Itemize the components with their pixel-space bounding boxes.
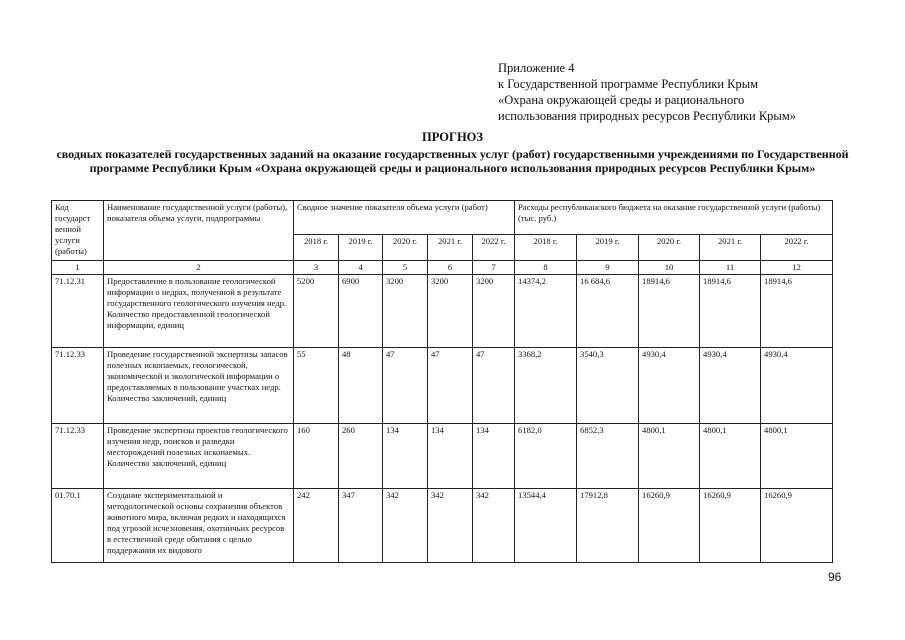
header-year: 2021 г. xyxy=(428,235,473,261)
header-year: 2019 г. xyxy=(339,235,383,261)
row-volume: 134 xyxy=(383,424,428,489)
header-year: 2019 г. xyxy=(577,235,639,261)
row-expense: 13544,4 xyxy=(515,489,577,563)
header-year: 2021 г. xyxy=(700,235,761,261)
table-row xyxy=(52,348,833,424)
row-volume: 134 xyxy=(428,424,473,489)
row-code: 01.70.1 xyxy=(52,489,104,563)
row-expense: 16 684,6 xyxy=(577,275,639,348)
header-year: 2020 г. xyxy=(639,235,700,261)
header-code: Код государст венной услуги (работы) xyxy=(52,201,104,261)
appendix-block xyxy=(498,60,898,124)
row-code: 71.12.31 xyxy=(52,275,104,348)
row-expense: 18914,6 xyxy=(639,275,700,348)
row-expense: 4930,4 xyxy=(639,348,700,424)
column-number: 10 xyxy=(639,261,700,275)
row-expense: 6852,3 xyxy=(577,424,639,489)
row-expense: 4800,1 xyxy=(700,424,761,489)
row-volume: 5200 xyxy=(294,275,339,348)
row-expense: 4930,4 xyxy=(761,348,833,424)
document-subtitle: сводных показателей государственных заданий на оказание государственных услуг (работ) государственными учреждениями по Государственной программе Республики Крым «Охрана окружающей среды и рационального использования природных ресурсов Республики Крым» xyxy=(56,147,849,175)
row-expense: 16260,9 xyxy=(639,489,700,563)
row-expense: 6182,0 xyxy=(515,424,577,489)
column-number: 12 xyxy=(761,261,833,275)
column-number: 3 xyxy=(294,261,339,275)
row-code: 71.12.33 xyxy=(52,424,104,489)
row-volume: 47 xyxy=(383,348,428,424)
column-number: 8 xyxy=(515,261,577,275)
row-name: Предоставление в пользование геологической информации о недрах, полученной в результате государственного геологического изучения недр. Количество предоставленной геологической информации, единиц xyxy=(104,275,294,348)
row-expense: 16260,9 xyxy=(700,489,761,563)
table-row xyxy=(52,275,833,348)
row-volume: 134 xyxy=(473,424,515,489)
page-number: 96 xyxy=(828,570,842,584)
row-volume: 6900 xyxy=(339,275,383,348)
row-code: 71.12.33 xyxy=(52,348,104,424)
row-volume: 48 xyxy=(339,348,383,424)
header-volume: Сводное значение показателя объема услуги (работ) xyxy=(294,201,515,235)
forecast-table xyxy=(51,200,833,563)
row-name: Проведение государственной экспертизы запасов полезных ископаемых, геологической, экономической и экологической информации о предоставляемых в пользование участках недр. Количество заключений, единиц xyxy=(104,348,294,424)
row-name: Проведение экспертизы проектов геологического изучения недр, поисков и разведки месторождений полезных ископаемых. Количество заключений, единиц xyxy=(104,424,294,489)
appendix-line: «Охрана окружающей среды и рационального xyxy=(498,93,745,107)
row-volume: 342 xyxy=(473,489,515,563)
row-volume: 47 xyxy=(428,348,473,424)
row-volume: 347 xyxy=(339,489,383,563)
column-number: 6 xyxy=(428,261,473,275)
row-expense: 18914,6 xyxy=(700,275,761,348)
row-volume: 342 xyxy=(428,489,473,563)
document-title: ПРОГНОЗ xyxy=(421,130,483,144)
appendix-line: к Государственной программе Республики Крым xyxy=(498,77,759,91)
row-expense: 18914,6 xyxy=(761,275,833,348)
row-expense: 3540,3 xyxy=(577,348,639,424)
column-number: 2 xyxy=(104,261,294,275)
header-year: 2018 г. xyxy=(294,235,339,261)
row-expense: 17912,8 xyxy=(577,489,639,563)
row-volume: 47 xyxy=(473,348,515,424)
row-volume: 160 xyxy=(294,424,339,489)
header-year: 2018 г. xyxy=(515,235,577,261)
row-volume: 242 xyxy=(294,489,339,563)
row-expense: 4800,1 xyxy=(761,424,833,489)
row-volume: 3200 xyxy=(383,275,428,348)
row-name: Создание экспериментальной и методологической основы сохранения объектов животного мира, включая редких и находящихся под угрозой исчезновения, охотничьих ресурсов в естественной среде обитания с целью поддержания их видового xyxy=(104,489,294,563)
row-expense: 4800,1 xyxy=(639,424,700,489)
row-volume: 55 xyxy=(294,348,339,424)
row-expense: 4930,4 xyxy=(700,348,761,424)
appendix-line: использования природных ресурсов Республики Крым» xyxy=(498,109,796,123)
row-expense: 3368,2 xyxy=(515,348,577,424)
row-volume: 342 xyxy=(383,489,428,563)
row-volume: 3200 xyxy=(428,275,473,348)
table-row xyxy=(52,424,833,489)
column-number: 4 xyxy=(339,261,383,275)
header-year: 2022 г. xyxy=(761,235,833,261)
header-expenses: Расходы республиканского бюджета на оказание государственной услуги (работы) (тыс. руб.) xyxy=(515,201,833,235)
appendix-line: Приложение 4 xyxy=(498,61,575,75)
header-year: 2022 г. xyxy=(473,235,515,261)
row-expense: 14374,2 xyxy=(515,275,577,348)
row-volume: 3200 xyxy=(473,275,515,348)
column-number: 9 xyxy=(577,261,639,275)
column-number: 11 xyxy=(700,261,761,275)
column-number: 7 xyxy=(473,261,515,275)
row-expense: 16260,9 xyxy=(761,489,833,563)
row-volume: 260 xyxy=(339,424,383,489)
table-row xyxy=(52,489,833,563)
header-name: Наименование государственной услуги (работы), показателя объема услуги, подпрограммы xyxy=(104,201,294,261)
column-number: 5 xyxy=(383,261,428,275)
column-number: 1 xyxy=(52,261,104,275)
header-year: 2020 г. xyxy=(383,235,428,261)
